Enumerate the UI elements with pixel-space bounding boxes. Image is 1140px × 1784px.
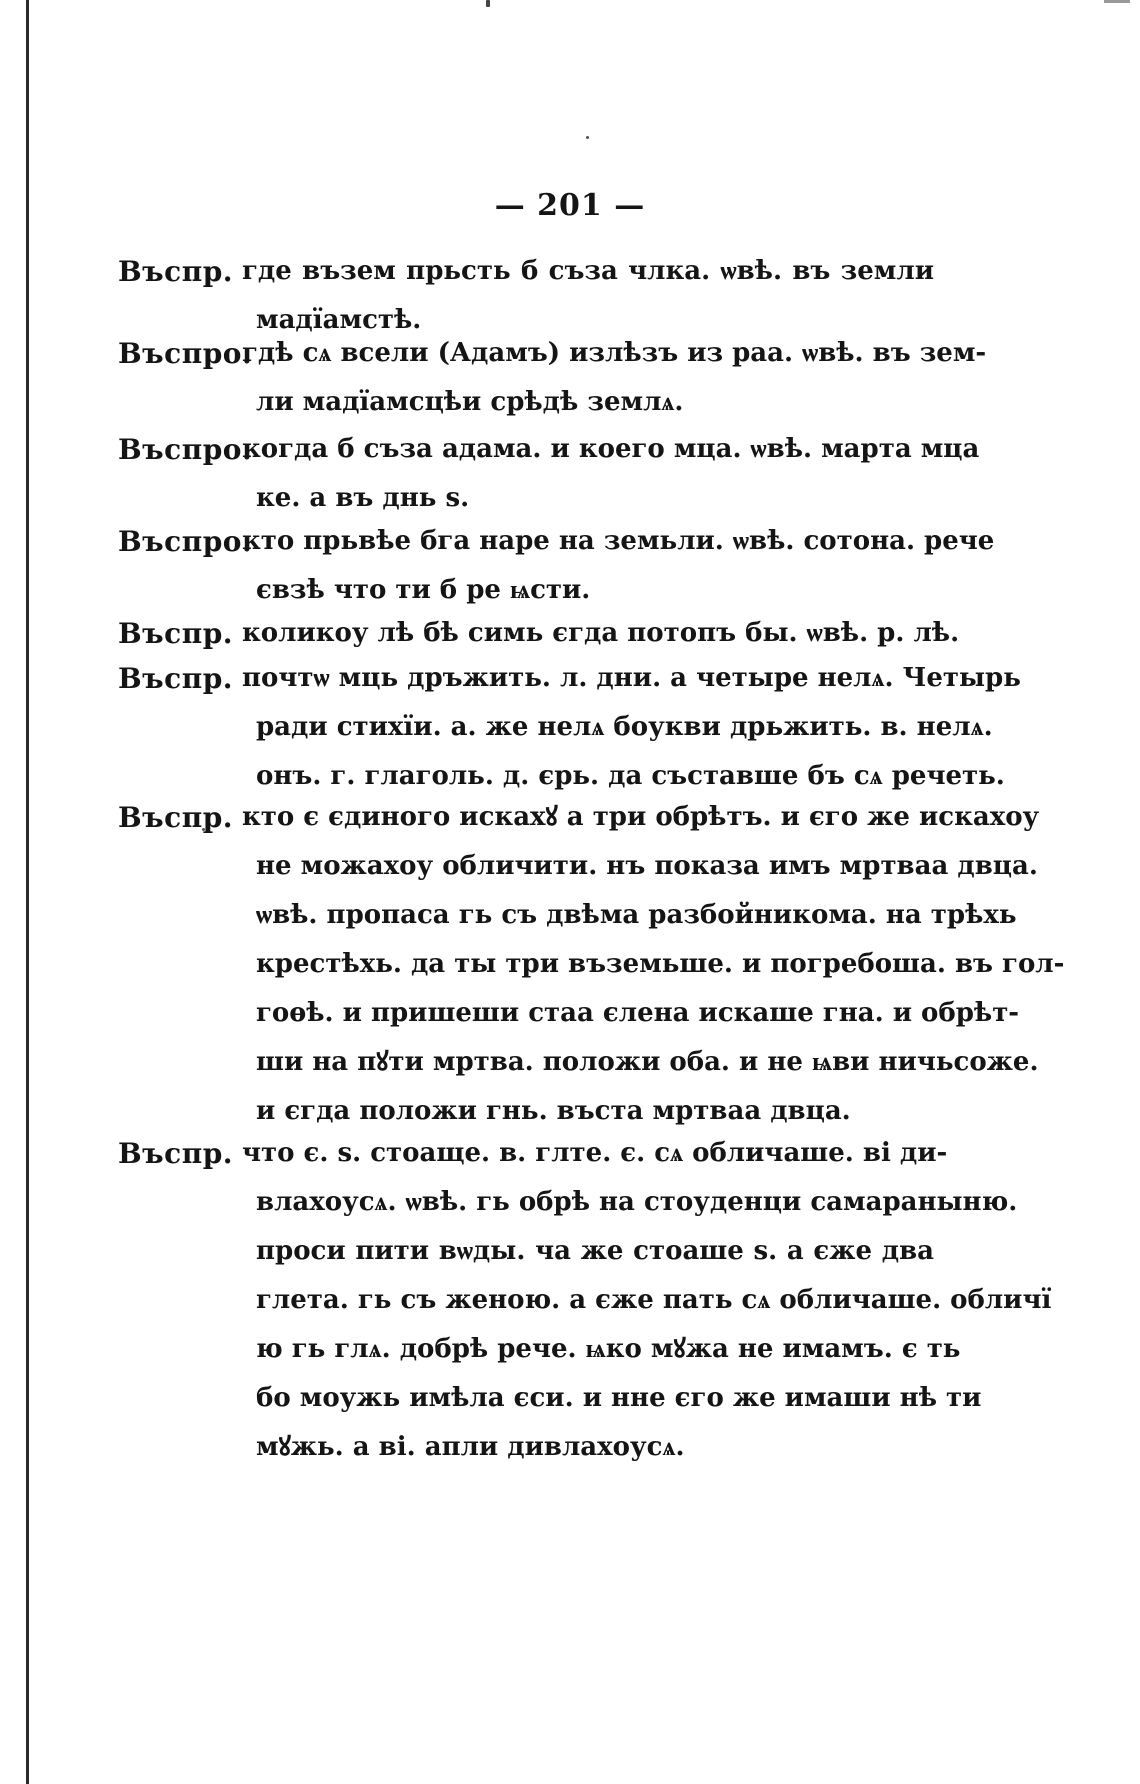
entry-label: Въспро. bbox=[118, 433, 253, 466]
question-entry bbox=[118, 517, 995, 615]
entry-text: и єгда положи гнь. въста мртваа двца. bbox=[256, 1096, 851, 1126]
entry-line bbox=[118, 517, 995, 566]
entry-label: Въспро. bbox=[118, 525, 253, 558]
scan-mark bbox=[486, 0, 490, 7]
entry-text: кто є єдиного искахꙋ а три обрѣтъ. и єго же искахоу bbox=[242, 802, 1040, 832]
entry-text: ши на пꙋти мртва. положи оба. и не ѩви ничьсоже. bbox=[256, 1047, 1039, 1077]
entry-text: почтѡ мць дръжить. л. дни. а четыре нелѧ. Четырь bbox=[242, 663, 1021, 693]
question-entry bbox=[118, 329, 987, 427]
entry-text: ю гь глѧ. добрѣ рече. ѩко мꙋжа не имамъ. є ть bbox=[256, 1334, 961, 1364]
entry-line bbox=[118, 891, 1017, 940]
entry-text: коликоу лѣ бѣ симь єгда потопъ бы. ѡвѣ. р. лѣ. bbox=[242, 618, 960, 648]
entry-text: ѡвѣ. пропаса гь съ двѣма разбойникома. на трѣхь bbox=[256, 900, 1017, 930]
entry-text: євзѣ что ти б ре ѩсти. bbox=[256, 575, 591, 605]
question-entry bbox=[118, 609, 960, 658]
entry-line bbox=[118, 247, 938, 296]
entry-label: Въспр. bbox=[118, 255, 234, 288]
entry-text: когда б съза адама. и коего мца. ѡвѣ. марта мца bbox=[242, 434, 980, 464]
scan-mark bbox=[1104, 0, 1130, 3]
entry-line bbox=[118, 989, 1020, 1038]
entry-line bbox=[118, 654, 1021, 703]
entry-text: онъ. г. глаголь. д. єрь. да съставше бъ сѧ речеть. bbox=[256, 761, 1005, 791]
entry-line bbox=[118, 474, 938, 523]
entry-line bbox=[118, 1129, 948, 1178]
entry-text: ли мадїамсцѣи срѣдѣ землѧ. bbox=[256, 387, 684, 417]
entry-label: Въспр. bbox=[118, 1137, 234, 1170]
entry-text: ради стихїи. а. же нелѧ боукви дрьжить. в. нелѧ. bbox=[256, 712, 993, 742]
entry-line bbox=[118, 329, 987, 378]
entry-line bbox=[118, 566, 938, 615]
entry-text: гоѳѣ. и пришеши стаа єлена искаше гна. и обрѣт- bbox=[256, 998, 1020, 1028]
entry-label: Въспр. bbox=[118, 617, 234, 650]
question-entry bbox=[118, 654, 1021, 801]
entry-text: влахоусѧ. ѡвѣ. гь обрѣ на стоуденци самараныню. bbox=[256, 1187, 1018, 1217]
question-entry bbox=[118, 793, 1065, 1136]
entry-text: не можахоу обличити. нъ показа имъ мртваа двца. bbox=[256, 851, 1038, 881]
entry-line bbox=[118, 1038, 1039, 1087]
entry-line bbox=[118, 609, 960, 658]
entry-text: кто прьвѣе бга наре на земьли. ѡвѣ. сотона. рече bbox=[242, 526, 995, 556]
entry-line bbox=[118, 425, 980, 474]
entry-text: крестѣхь. да ты три въземьше. и погребоша. въ гол- bbox=[256, 949, 1065, 979]
entry-text: проси пити вѡды. ча же стоаше ѕ. а єже два bbox=[256, 1236, 934, 1266]
page-edge-line bbox=[26, 0, 29, 1784]
entry-line bbox=[118, 1325, 961, 1374]
entry-line bbox=[118, 940, 1065, 989]
entry-text: мадїамстѣ. bbox=[256, 305, 422, 335]
question-entry bbox=[118, 425, 980, 523]
entry-text: что є. ѕ. стоаще. в. глте. є. сѧ обличаше. ві ди- bbox=[242, 1138, 948, 1168]
entry-line bbox=[118, 1227, 938, 1276]
entry-line bbox=[118, 793, 1040, 842]
question-entry bbox=[118, 1129, 1052, 1472]
entry-line bbox=[118, 1276, 1052, 1325]
entry-text: глета. гь съ женою. а єже пать сѧ обличаше. обличї bbox=[256, 1285, 1052, 1315]
entry-text: ке. а въ днь ѕ. bbox=[256, 483, 470, 513]
entry-line bbox=[118, 378, 938, 427]
entry-line bbox=[118, 1423, 938, 1472]
entry-label: Въспр. bbox=[118, 801, 234, 834]
entry-text: гдѣ сѧ всели (Адамъ) излѣзъ из раа. ѡвѣ. въ зем- bbox=[242, 338, 987, 368]
entry-line bbox=[118, 1374, 982, 1423]
entry-line bbox=[118, 1178, 1018, 1227]
entry-line bbox=[118, 703, 993, 752]
entry-text: мꙋжь. а ві. апли дивлахоусѧ. bbox=[256, 1432, 685, 1462]
entry-label: Въспр. bbox=[118, 662, 234, 695]
entry-label: Въспро. bbox=[118, 337, 253, 370]
scan-speck bbox=[586, 136, 589, 139]
page-number: — 201 — bbox=[494, 188, 646, 223]
entry-text: бо моужь имѣла єси. и нне єго же имаши нѣ ти bbox=[256, 1383, 982, 1413]
entry-text: где възем прьсть б съза члка. ѡвѣ. въ земли bbox=[242, 256, 934, 286]
entry-line bbox=[118, 842, 1038, 891]
